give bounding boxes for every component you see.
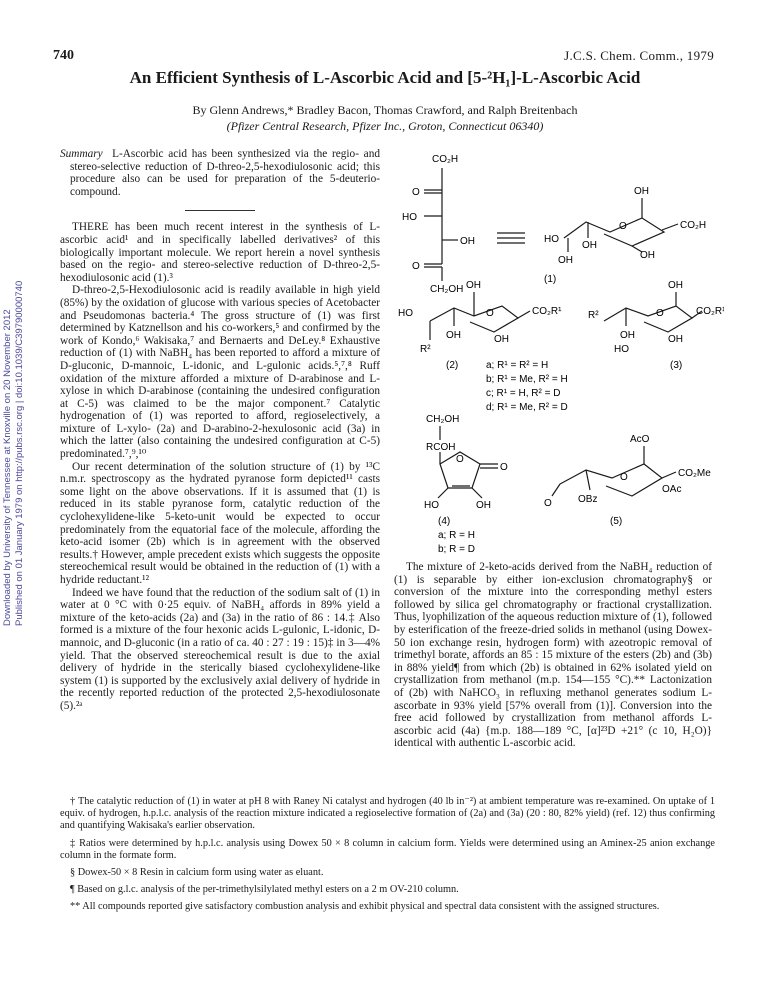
s1p-oh-mid: OH bbox=[582, 240, 597, 251]
s4-o-keto: O bbox=[500, 462, 508, 473]
footnote: † The catalytic reduction of (1) in water at pH 8 with Raney Ni catalyst and hydrogen (40 lb in⁻²) at ambient temperature was re-examined. On uptake of 1 equiv. of hydrogen, h.p.l.c. analysis of the reaction mixture indicated a regioselective formation of (2a) and (3a) (20 : 80, 82% yield) (ref. 12) thus confirming and quantifying Wakisaka's earlier observation. bbox=[60, 796, 715, 832]
summary bbox=[60, 148, 380, 198]
s1-ho: HO bbox=[402, 212, 417, 223]
s1p-oh-top: OH bbox=[634, 186, 649, 197]
watermark-line-1: Downloaded by University of Tennessee at Knoxville on 20 November 2012 bbox=[2, 309, 13, 626]
page-number: 740 bbox=[53, 48, 74, 63]
s4-legend-a: a; R = H bbox=[438, 530, 475, 541]
s3-oh-mid: OH bbox=[620, 330, 635, 341]
footnotes bbox=[60, 796, 715, 919]
author-list: By Glenn Andrews,* Bradley Bacon, Thomas Crawford, and Ralph Breitenbach bbox=[192, 103, 578, 117]
s4-ch2oh: CH₂OH bbox=[426, 414, 460, 425]
s3-co2r1: CO₂R¹ bbox=[696, 306, 724, 317]
s2-legend-a: a; R¹ = R² = H bbox=[486, 360, 549, 371]
structure-2-label: (2) bbox=[446, 360, 459, 371]
summary-label: Summary bbox=[60, 148, 103, 160]
s4-rcoh: RCOH bbox=[426, 442, 456, 453]
download-watermark bbox=[2, 226, 25, 626]
s3-ho: HO bbox=[614, 344, 629, 355]
footnote: ‡ Ratios were determined by h.p.l.c. analysis using Dowex 50 × 8 column in calcium form. Yields were determined using an Aminex-25 anion exchange column in the formate form. bbox=[60, 837, 715, 861]
s3-oh-top: OH bbox=[668, 280, 683, 291]
s1-o-1: O bbox=[412, 187, 420, 198]
s4-o-ring: O bbox=[456, 454, 464, 465]
structure-1-label: (1) bbox=[544, 274, 557, 285]
footnote: ¶ Based on g.l.c. analysis of the per-trimethylsilylated methyl esters on a 2 m OV-210 column. bbox=[70, 884, 459, 896]
summary-text: L-Ascorbic acid has been synthesized via the regio- and stereo-selective reduction of D-threo-2,5-hexodiulosonic acid; this procedure also can be used for preparation of the 5-deuterio-compound. bbox=[70, 148, 380, 198]
chemical-structures-svg bbox=[394, 146, 724, 556]
s3-r2: R² bbox=[588, 310, 599, 321]
s2-oh-mid: OH bbox=[446, 330, 461, 341]
s1p-o: O bbox=[619, 221, 627, 232]
s2-o: O bbox=[486, 308, 494, 319]
paragraph: The mixture of 2-keto-acids derived from the NaBH₄ reduction of (1) is separable by either ion-exclusion chromatography§ or conversion of the mixture into the corresponding methyl esters followed by silica gel chromatography or fractional crystallization. Thus, lyophilization of the aqueous reduction mixture of (1), followed by esterification of the freeze-dried solids in methanol (using Dowex-50 ion exchange resin, hydrogen form) with azeotropic removal of trimethyl borate, affords an 85 : 15 mixture of the esters (2b) and (3b) in 88% yield¶ from which (2b) is obtained in 62% isolated yield on crystallization from methanol (m.p. 154—155 °C).** Lactonization of (2b) with NaHCO₃ in refluxing methanol generates sodium L-ascorbate in 93% yield [57% overall from (1)]. Conversion into the free acid followed by crystallization from methanol affords L-ascorbic acid (4a) {m.p. 188—189 °C, [α]²³D +21° (c 10, H₂O)} identical with authentic L-ascorbic acid. bbox=[394, 561, 712, 750]
s5-co2me: CO₂Me bbox=[678, 468, 711, 479]
s1p-ho: HO bbox=[544, 234, 559, 245]
s4-ho: HO bbox=[424, 500, 439, 511]
footnote: § Dowex-50 × 8 Resin in calcium form using water as eluant. bbox=[70, 867, 324, 879]
s2-legend-b: b; R¹ = Me, R² = H bbox=[486, 374, 568, 385]
s2-legend-d: d; R¹ = Me, R² = D bbox=[486, 402, 568, 413]
s5-aco: AcO bbox=[630, 434, 650, 445]
s1p-oh-low: OH bbox=[558, 255, 573, 266]
s1-ch2oh: CH₂OH bbox=[430, 284, 464, 295]
s1p-oh-right: OH bbox=[640, 250, 655, 261]
paragraph: THERE has been much recent interest in the synthesis of L-ascorbic acid¹ and in specifically labelled derivatives² of this biologically important molecule. We report herein a novel synthesis based on the regio- and stereo-selective reduction of D-threo-2,5-hexodiulosonic acid (1).³ bbox=[60, 221, 380, 284]
s2-r2: R² bbox=[420, 344, 431, 355]
paragraph: D-threo-2,5-Hexodiulosonic acid is readily available in high yield (85%) by the oxidation of glucose with various species of Acetobacter and Pseudomonas bacteria.⁴ The gross structure of (1) was first determined by Katznellson and his co-workers,⁵ and confirmed by the work of Kondo,⁶ Wakisaka,⁷ and Bernaerts and DeLey.⁸ Exhaustive reduction of (1) with NaBH₄ has been reported to afford a mixture of D-gluconic, D-mannoic, L-idonic, and L-gulonic acids.⁵,⁷,⁸ Ruff oxidation of the mixture afforded a mixture of D-arabinose and L-xylose in which D-arabinose (containing the undesired configuration at C-5) was claimed to be the major component.⁷ Catalytic hydrogenation of (1) was reported to afford, regioselectively, a mixture of L-xylo- (2a) and D-arabino-2-hexulosonic acid (3a) in which the latter (also containing the undesired configuration at C-5) predominated.⁷,⁹,¹⁰ bbox=[60, 284, 380, 461]
affiliation: (Pfizer Central Research, Pfizer Inc., Groton, Connecticut 06340) bbox=[226, 119, 544, 133]
s2-legend-c: c; R¹ = H, R² = D bbox=[486, 388, 561, 399]
s4-legend-b: b; R = D bbox=[438, 544, 475, 555]
s2-ho: HO bbox=[398, 308, 413, 319]
s5-oac: OAc bbox=[662, 484, 682, 495]
s1p-co2h: CO₂H bbox=[680, 220, 707, 231]
s1-o-2: O bbox=[412, 261, 420, 272]
journal-citation: J.C.S. Chem. Comm., 1979 bbox=[564, 48, 714, 63]
s5-obz: OBz bbox=[578, 494, 598, 505]
structure-5-label: (5) bbox=[610, 516, 623, 527]
watermark-line-2: Published on 01 January 1979 on http://pubs.rsc.org | doi:10.1039/C39790000740 bbox=[14, 280, 25, 626]
paragraph: Indeed we have found that the reduction of the sodium salt of (1) in water at 0 °C with 0·25 equiv. of NaBH₄ affords in 89% yield a mixture of the keto-acids (2a) and (3a) in the ratio of 86 : 14.‡ Also formed is a mixture of the four hexonic acids L-gulonic, L-idonic, D-mannoic, and D-gluconic (in a ratio of ca. 40 : 27 : 19 : 15)‡ in 3—4% yield. That the observed stereochemical result is due to the axial delivery of hydride in the sterically biased cyclohexylidene-like system (1) is supported by the exclusively axial delivery of hydride in the recently reported reduction of the protected 2,5-hexodiulosonate (5).²ᵃ bbox=[60, 586, 380, 712]
s5-o-keto: O bbox=[544, 498, 552, 509]
footnote: ** All compounds reported give satisfactory combustion analysis and exhibit physical and spectral data consistent with the assigned structures. bbox=[70, 901, 660, 913]
paragraph: Our recent determination of the solution structure of (1) by ¹³C n.m.r. spectroscopy as the hydrated pyranose form depicted¹¹ casts some light on the above observations. If it is assumed that (1) is reduced in its stable pyranose form, catalytic reduction of the cyclohexylidene-like 5-keto-unit would be expected to occur predominately from the equatorial face of the molecule, affording the keto-acid isomer (2b) which is in agreement with the observed results.† However, ample precedent exists which suggests the opposite stereochemical result would be obtained in the reduction of (1) with a hydride reductant.¹² bbox=[60, 460, 380, 586]
s1-co2h: CO₂H bbox=[432, 154, 459, 165]
s2-oh-right: OH bbox=[494, 334, 509, 345]
s3-oh-right: OH bbox=[668, 334, 683, 345]
left-column bbox=[60, 148, 380, 713]
article-title: An Efficient Synthesis of L-Ascorbic Acid and [5-²H₁]-L-Ascorbic Acid bbox=[129, 68, 641, 87]
structure-3-label: (3) bbox=[670, 360, 683, 371]
section-divider bbox=[185, 210, 255, 211]
s4-oh: OH bbox=[476, 500, 491, 511]
s3-o: O bbox=[656, 308, 664, 319]
s1-oh: OH bbox=[460, 236, 475, 247]
s2-oh-top: OH bbox=[466, 280, 481, 291]
structure-4-label: (4) bbox=[438, 516, 451, 527]
s5-o-ring: O bbox=[620, 472, 628, 483]
right-column bbox=[394, 561, 712, 750]
structure-figures bbox=[394, 146, 724, 556]
s2-co2r1: CO₂R¹ bbox=[532, 306, 562, 317]
